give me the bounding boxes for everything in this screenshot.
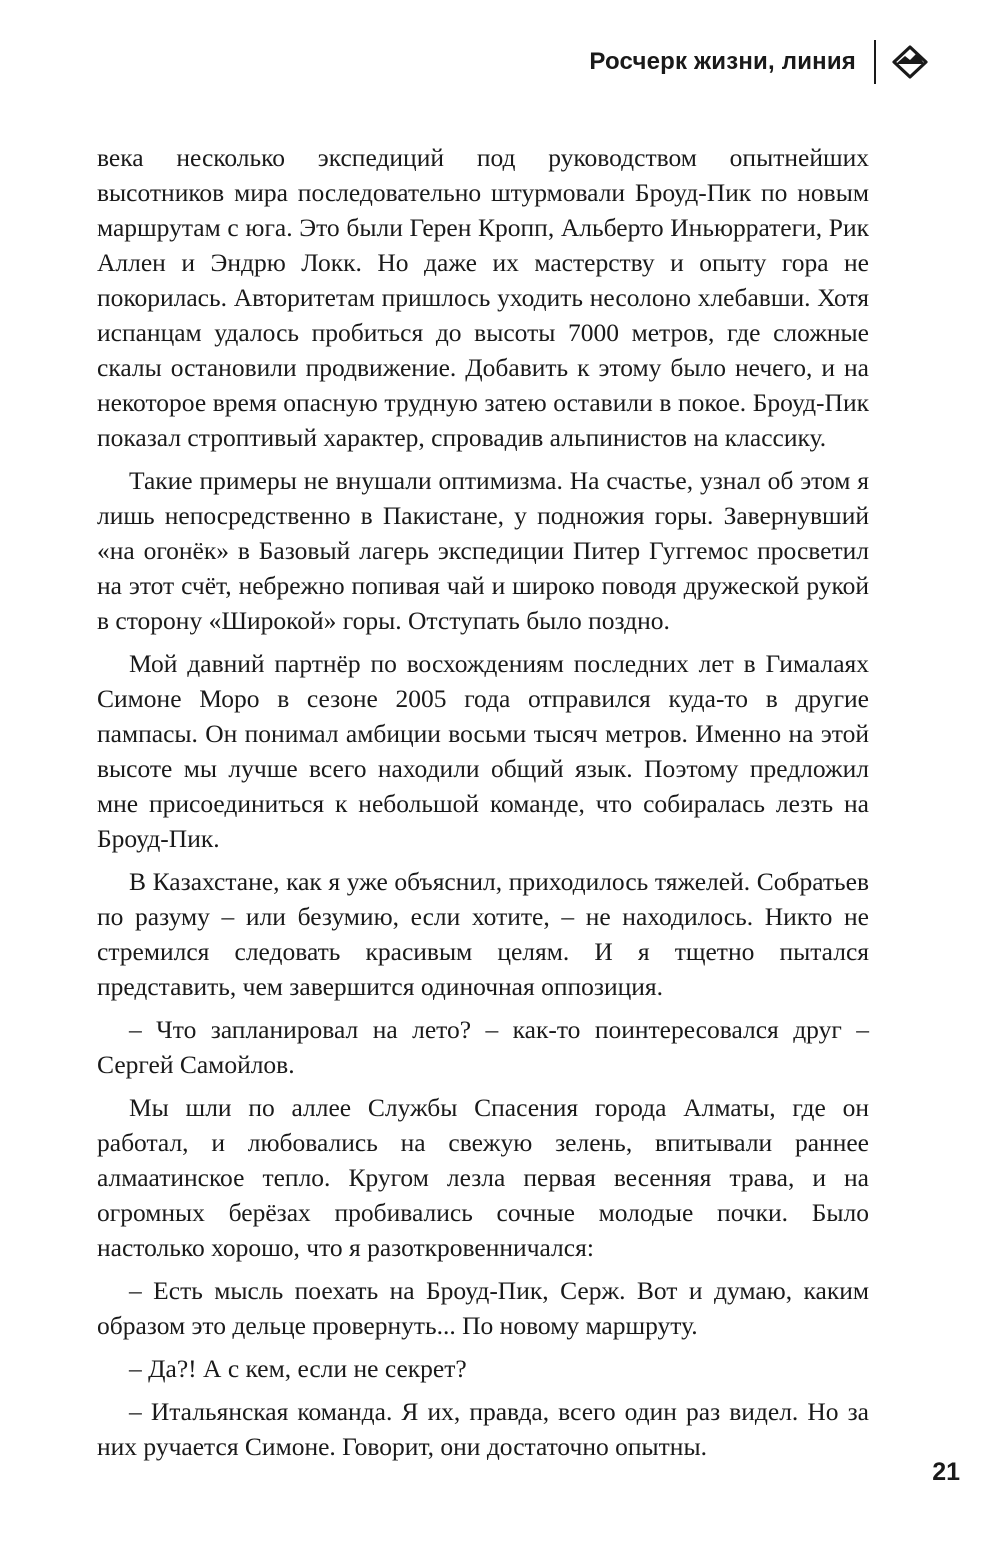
page-number: 21 [932,1458,960,1486]
paragraph: – Итальянская команда. Я их, правда, всего один раз видел. Но за них ручается Симоне. Говорит, они достаточно опытны. [97,1397,869,1461]
mountain-icon [890,42,930,82]
header-divider [874,40,876,84]
paragraph: века несколько экспедиций под руководством опытнейших высотников мира последовательно штурмовали Броуд-Пик по новым маршрутам с юга. Это были Герен Кропп, Альберто Иньюрратеги, Рик Аллен и Эндрю Локк. Но даже их мастерству и опыту гора не покорилась. Авторитетам пришлось уходить несолоно хлебавши. Хотя испанцам удалось пробиться до высоты 7000 метров, где сложные скалы остановили продвижение. Добавить к этому было нечего, и на некоторое время опасную трудную затею оставили в покое. Броуд-Пик показал строптивый характер, спровадив альпинистов на классику. [97,143,869,452]
paragraph: В Казахстане, как я уже объяснил, приходилось тяжелей. Собратьев по разуму – или безумию, если хотите, – не находилось. Никто не стремился следовать красивым целям. И я тщетно пытался представить, чем завершится одиночная оппозиция. [97,867,869,1001]
main-text [97,140,869,1472]
header-title: Росчерк жизни, линия [589,48,856,75]
paragraph: – Что запланировал на лето? – как-то поинтересовался друг – Сергей Самойлов. [97,1015,869,1079]
paragraph: Такие примеры не внушали оптимизма. На счастье, узнал об этом я лишь непосредственно в Пакистане, у подножия горы. Завернувший «на огонёк» в Базовый лагерь экспедиции Питер Гуггемос просветил на этот счёт, небрежно попивая чай и широко поводя дружеской рукой в сторону «Широкой» горы. Отступать было поздно. [97,466,869,635]
paragraph: – Да?! А с кем, если не секрет? [129,1354,467,1383]
running-header [589,40,930,84]
paragraph: Мой давний партнёр по восхождениям последних лет в Гималаях Симоне Моро в сезоне 2005 года отправился куда-то в другие пампасы. Он понимал амбиции восьми тысяч метров. Именно на этой высоте мы лучше всего находили общий язык. Поэтому предложил мне присоединиться к небольшой команде, что собиралась лезть на Броуд-Пик. [97,649,869,853]
paragraph: – Есть мысль поехать на Броуд-Пик, Серж. Вот и думаю, каким образом это дельце провернуть... По новому маршруту. [97,1276,869,1340]
paragraph: Мы шли по аллее Службы Спасения города Алматы, где он работал, и любовались на свежую зелень, впитывали раннее алмаатинское тепло. Кругом лезла первая весенняя трава, и на огромных берёзах пробивались сочные молодые почки. Было настолько хорошо, что я разоткровенничался: [97,1093,869,1262]
